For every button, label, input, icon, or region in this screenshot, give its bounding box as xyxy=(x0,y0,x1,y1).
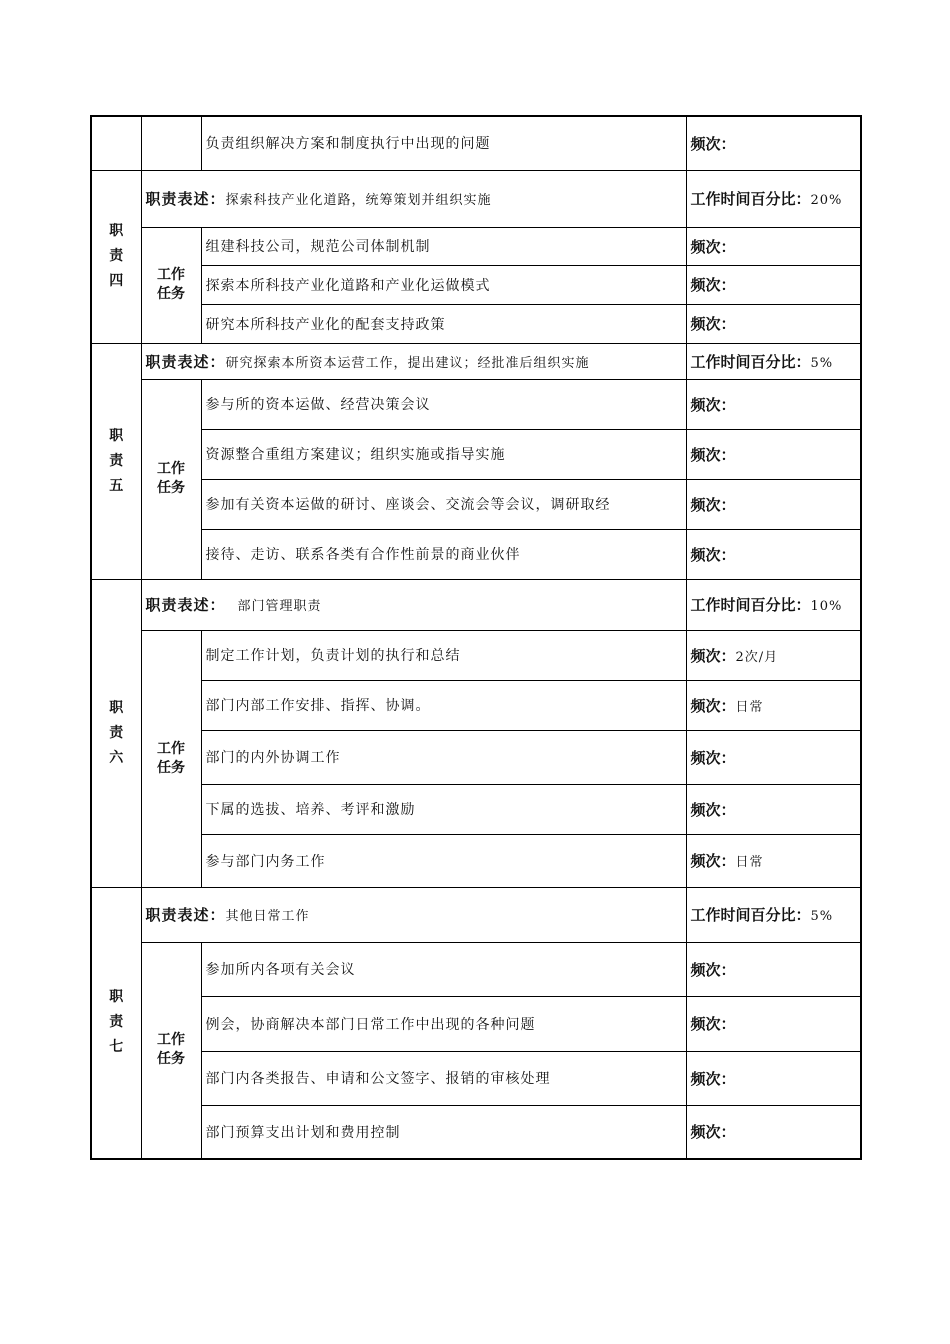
task-text: 部门内各类报告、申请和公文签字、报销的审核处理 xyxy=(201,1051,686,1105)
frequency-value: 2次/月 xyxy=(735,649,779,665)
description-text: 探索科技产业化道路，统筹策划并组织实施 xyxy=(225,193,492,208)
task-text: 下属的选拔、培养、考评和激励 xyxy=(201,784,686,834)
frequency-cell: 频次： xyxy=(686,479,861,529)
task-text: 探索本所科技产业化道路和产业化运做模式 xyxy=(201,265,686,304)
task-text: 参与所的资本运做、经营决策会议 xyxy=(201,379,686,429)
frequency-cell: 频次：2次/月 xyxy=(686,630,861,680)
table-row xyxy=(91,379,861,429)
description-text: 部门管理职责 xyxy=(237,599,322,614)
frequency-cell: 频次： xyxy=(686,529,861,579)
frequency-value: 日常 xyxy=(735,699,764,715)
task-text: 部门内部工作安排、指挥、协调。 xyxy=(201,680,686,730)
table-row xyxy=(91,680,861,730)
table-row xyxy=(91,304,861,343)
time-percent-value: 10% xyxy=(810,599,843,614)
time-percent-cell: 工作时间百分比：10% xyxy=(686,579,861,630)
duty-description-row xyxy=(91,343,861,379)
time-percent-label: 工作时间百分比： xyxy=(690,190,811,208)
task-text: 资源整合重组方案建议；组织实施或指导实施 xyxy=(201,429,686,479)
task-header: 工作 任务 xyxy=(141,630,201,887)
task-header: 工作 任务 xyxy=(141,942,201,1159)
table-row xyxy=(91,265,861,304)
table-row xyxy=(91,116,861,170)
frequency-cell: 频次： xyxy=(686,784,861,834)
frequency-cell: 频次：日常 xyxy=(686,680,861,730)
task-text: 制定工作计划，负责计划的执行和总结 xyxy=(201,630,686,680)
duty-description xyxy=(141,170,686,227)
duty-description: 职责表述：研究探索本所资本运营工作，提出建议；经批准后组织实施 xyxy=(141,343,686,379)
table-row xyxy=(91,834,861,887)
frequency-label: 频次： xyxy=(690,134,736,153)
frequency-cell: 频次： xyxy=(686,942,861,996)
task-text: 接待、走访、联系各类有合作性前景的商业伙伴 xyxy=(201,529,686,579)
frequency-cell: 频次：日常 xyxy=(686,834,861,887)
frequency-cell: 频次： xyxy=(686,429,861,479)
task-text: 例会，协商解决本部门日常工作中出现的各种问题 xyxy=(201,996,686,1051)
frequency-cell: 频次： xyxy=(686,996,861,1051)
duty-description-row xyxy=(91,170,861,227)
task-text: 研究本所科技产业化的配套支持政策 xyxy=(201,304,686,343)
duty-name: 职 责 六 xyxy=(91,579,141,887)
task-text: 部门的内外协调工作 xyxy=(201,730,686,784)
table-row xyxy=(91,429,861,479)
time-percent-cell: 工作时间百分比：5% xyxy=(686,887,861,942)
time-percent-value: 5% xyxy=(810,355,834,371)
table-row xyxy=(91,227,861,265)
table-row xyxy=(91,996,861,1051)
task-text: 部门预算支出计划和费用控制 xyxy=(201,1105,686,1159)
time-percent-cell: 工作时间百分比：5% xyxy=(686,343,861,379)
frequency-cell: 频次： xyxy=(686,1105,861,1159)
table-row xyxy=(91,529,861,579)
frequency-cell: 频次： xyxy=(686,265,861,304)
empty-cell xyxy=(91,116,141,170)
frequency-cell: 频次： xyxy=(686,1051,861,1105)
task-header: 工作 任务 xyxy=(141,379,201,579)
frequency-cell: 频次： xyxy=(686,227,861,265)
task-text: 负责组织解决方案和制度执行中出现的问题 xyxy=(201,116,686,170)
empty-cell xyxy=(141,116,201,170)
frequency-cell: 频次： xyxy=(686,730,861,784)
job-duties-table xyxy=(90,115,862,1160)
table-row xyxy=(91,479,861,529)
frequency-cell: 频次： xyxy=(686,304,861,343)
frequency-cell: 频次： xyxy=(686,379,861,429)
frequency-value: 日常 xyxy=(735,855,764,870)
time-percent-value: 20% xyxy=(810,193,843,208)
frequency-cell xyxy=(686,116,861,170)
task-header: 工作 任务 xyxy=(141,227,201,343)
task-text: 参与部门内务工作 xyxy=(201,834,686,887)
task-text: 组建科技公司，规范公司体制机制 xyxy=(201,227,686,265)
table-row xyxy=(91,730,861,784)
duty-name: 职 责 七 xyxy=(91,887,141,1159)
table-row xyxy=(91,630,861,680)
task-text: 参加有关资本运做的研讨、座谈会、交流会等会议，调研取经 xyxy=(201,479,686,529)
duty-name: 职 责 五 xyxy=(91,343,141,579)
duty-description: 职责表述：其他日常工作 xyxy=(141,887,686,942)
description-label: 职责表述： xyxy=(145,190,226,208)
time-percent-value: 5% xyxy=(810,909,834,924)
duty-name: 职 责 四 xyxy=(91,170,141,343)
table-row xyxy=(91,1051,861,1105)
time-percent-cell xyxy=(686,170,861,227)
description-text: 其他日常工作 xyxy=(225,909,310,924)
task-text: 参加所内各项有关会议 xyxy=(201,942,686,996)
duty-description: 职责表述： 部门管理职责 xyxy=(141,579,686,630)
description-text: 研究探索本所资本运营工作，提出建议；经批准后组织实施 xyxy=(225,355,590,371)
duty-description-row xyxy=(91,579,861,630)
table-row xyxy=(91,784,861,834)
table-row xyxy=(91,942,861,996)
table-row xyxy=(91,1105,861,1159)
duty-description-row xyxy=(91,887,861,942)
